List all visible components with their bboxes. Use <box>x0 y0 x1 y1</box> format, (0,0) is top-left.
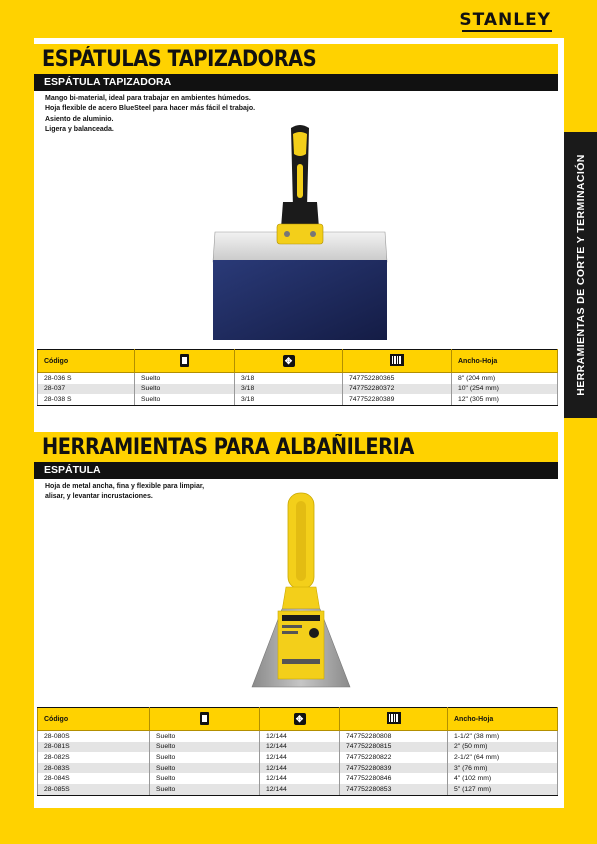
package-icon <box>180 354 189 367</box>
cell-blade-width: 10" (254 mm) <box>452 384 558 395</box>
barcode-icon <box>387 712 401 724</box>
cell-quantity: 3/18 <box>235 394 343 405</box>
cell-quantity: 3/18 <box>235 373 343 384</box>
section2-desc-line: alisar, y levantar incrustaciones. <box>45 493 153 501</box>
side-category-label: HERRAMIENTAS DE CORTE Y TERMINACIÓN <box>574 154 587 396</box>
table-row <box>38 731 558 742</box>
section1-subtitle: ESPÁTULA TAPIZADORA <box>44 76 172 88</box>
side-category-tab <box>564 132 597 418</box>
section1-spec-table <box>37 349 558 406</box>
cell-code: 28-080S <box>38 731 150 742</box>
section2-description <box>45 482 204 503</box>
cell-barcode: 747752280846 <box>340 773 448 784</box>
cell-blade-width: 1-1/2" (38 mm) <box>448 731 558 742</box>
cell-barcode: 747752280372 <box>343 384 452 395</box>
col-header-package <box>135 350 235 373</box>
cell-quantity: 12/144 <box>260 773 340 784</box>
brand-logo: STANLEY <box>459 10 551 30</box>
section1-desc-line: Asiento de aluminio. <box>45 115 114 123</box>
cell-blade-width: 12" (305 mm) <box>452 394 558 405</box>
cell-barcode: 747752280808 <box>340 731 448 742</box>
pack-quantity-icon: ✥ <box>294 713 306 725</box>
taping-knife-image <box>205 124 395 342</box>
cell-code: 28-085S <box>38 784 150 795</box>
col-header-barcode <box>343 350 452 373</box>
cell-blade-width: 2" (50 mm) <box>448 742 558 753</box>
table-row <box>38 773 558 784</box>
cell-package: Suelto <box>135 394 235 405</box>
col-header-quantity <box>260 708 340 731</box>
col-header-code: Código <box>38 350 135 373</box>
cell-code: 28-084S <box>38 773 150 784</box>
cell-package: Suelto <box>150 773 260 784</box>
section1-subtitle-band <box>34 74 558 91</box>
col-header-code: Código <box>38 708 150 731</box>
section1-desc-line: Ligera y balanceada. <box>45 125 114 133</box>
cell-code: 28-036 S <box>38 373 135 384</box>
table-row <box>38 394 558 405</box>
section2-title: HERRAMIENTAS PARA ALBAÑILERIA <box>42 435 414 460</box>
col-header-blade-width: Ancho-Hoja <box>452 350 558 373</box>
table-header-row <box>38 708 558 731</box>
cell-quantity: 12/144 <box>260 752 340 763</box>
brand-underline <box>462 30 552 32</box>
table-row <box>38 384 558 395</box>
cell-package: Suelto <box>135 373 235 384</box>
putty-knife-image <box>246 491 356 691</box>
cell-package: Suelto <box>135 384 235 395</box>
package-icon <box>200 712 209 725</box>
cell-code: 28-038 S <box>38 394 135 405</box>
cell-package: Suelto <box>150 742 260 753</box>
cell-quantity: 12/144 <box>260 784 340 795</box>
col-header-blade-width: Ancho-Hoja <box>448 708 558 731</box>
cell-barcode: 747752280365 <box>343 373 452 384</box>
cell-barcode: 747752280815 <box>340 742 448 753</box>
cell-package: Suelto <box>150 784 260 795</box>
cell-code: 28-081S <box>38 742 150 753</box>
cell-blade-width: 8" (204 mm) <box>452 373 558 384</box>
cell-barcode: 747752280822 <box>340 752 448 763</box>
cell-barcode: 747752280839 <box>340 763 448 774</box>
cell-blade-width: 2-1/2" (64 mm) <box>448 752 558 763</box>
cell-quantity: 12/144 <box>260 763 340 774</box>
section1-desc-line: Hoja flexible de acero BlueSteel para hacer más fácil el trabajo. <box>45 105 256 113</box>
cell-package: Suelto <box>150 731 260 742</box>
cell-quantity: 3/18 <box>235 384 343 395</box>
section1-title-band <box>34 44 558 74</box>
cell-quantity: 12/144 <box>260 742 340 753</box>
table-row <box>38 373 558 384</box>
footer-band <box>0 808 597 844</box>
cell-package: Suelto <box>150 752 260 763</box>
section1-desc-line: Mango bi-material, ideal para trabajar en ambientes húmedos. <box>45 95 251 102</box>
col-header-quantity <box>235 350 343 373</box>
section2-subtitle-band <box>34 462 558 479</box>
table-row <box>38 752 558 763</box>
section2-spec-table <box>37 707 558 796</box>
col-header-barcode <box>340 708 448 731</box>
cell-blade-width: 3" (76 mm) <box>448 763 558 774</box>
col-header-package <box>150 708 260 731</box>
table-row <box>38 784 558 795</box>
section2-desc-line: Hoja de metal ancha, fina y flexible para limpiar, <box>45 483 205 490</box>
cell-barcode: 747752280389 <box>343 394 452 405</box>
cell-code: 28-037 <box>38 384 135 395</box>
table-row <box>38 763 558 774</box>
cell-blade-width: 5" (127 mm) <box>448 784 558 795</box>
section2-subtitle: ESPÁTULA <box>44 464 101 476</box>
cell-blade-width: 4" (102 mm) <box>448 773 558 784</box>
table-header-row <box>38 350 558 373</box>
cell-quantity: 12/144 <box>260 731 340 742</box>
pack-quantity-icon: ✥ <box>283 355 295 367</box>
cell-code: 28-082S <box>38 752 150 763</box>
barcode-icon <box>390 354 404 366</box>
cell-code: 28-083S <box>38 763 150 774</box>
cell-barcode: 747752280853 <box>340 784 448 795</box>
section1-title: ESPÁTULAS TAPIZADORAS <box>42 47 317 72</box>
table-row <box>38 742 558 753</box>
section2-title-band <box>34 432 558 462</box>
cell-package: Suelto <box>150 763 260 774</box>
